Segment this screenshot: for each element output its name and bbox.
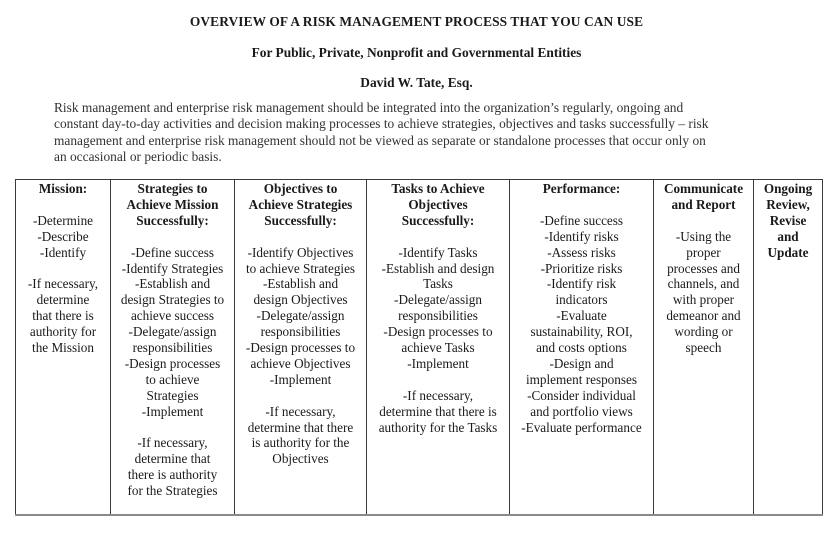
spacer <box>18 261 108 277</box>
list-item: with proper <box>672 292 735 308</box>
list-item: authority for <box>29 324 97 340</box>
list-item: -Design processes to <box>383 324 493 340</box>
spacer <box>113 420 232 436</box>
column-tasks <box>367 180 510 516</box>
list-item: to achieve <box>145 371 200 387</box>
list-item: processes and <box>667 260 740 276</box>
list-item: channels, and <box>667 276 740 292</box>
column-header-line: and <box>777 228 799 244</box>
list-item: -Identify Strategies <box>121 260 224 276</box>
spacer <box>237 229 364 245</box>
list-item: -Design and <box>549 355 614 371</box>
list-item: and costs options <box>536 340 627 356</box>
list-item: sustainability, ROI, <box>530 324 633 340</box>
list-item: -Design processes to <box>245 340 356 356</box>
column-header-line: Achieve Strategies <box>248 196 353 212</box>
list-item: -If necessary, <box>27 276 99 292</box>
list-item: speech <box>685 340 722 356</box>
list-item: implement responses <box>526 371 637 387</box>
column-header-line: Ongoing <box>763 181 813 196</box>
list-item: authority for the Tasks <box>378 419 498 435</box>
column-header-line: Update <box>767 244 809 260</box>
spacer <box>656 213 751 229</box>
list-item: determine <box>36 292 90 308</box>
intro-paragraph <box>54 100 754 166</box>
list-item: Strategies <box>146 387 199 403</box>
list-item: responsibilities <box>260 324 341 340</box>
list-item: -Establish and design <box>381 260 495 276</box>
spacer <box>237 388 364 404</box>
column-header-line: Mission: <box>38 181 88 196</box>
column-header-line: and Report <box>671 196 736 212</box>
column-header-line: Achieve Mission <box>126 196 219 212</box>
list-item: -Identify <box>39 244 87 260</box>
list-item: demeanor and <box>666 308 741 324</box>
list-item: design Strategies to <box>120 292 225 308</box>
document-subtitle: For Public, Private, Nonprofit and Governmental Entities <box>251 45 582 60</box>
list-item: to achieve Strategies <box>245 260 356 276</box>
column-header-line: Objectives to <box>263 181 338 196</box>
list-item: -Identify risks <box>544 228 619 244</box>
list-item: determine that <box>134 451 211 467</box>
column-header-line: Strategies to <box>137 181 208 196</box>
list-item: -Consider individual <box>527 387 636 403</box>
column-header-line: Objectives <box>408 196 468 212</box>
list-item: -If necessary, <box>137 435 208 451</box>
list-item: -If necessary, <box>265 403 336 419</box>
column-communicate <box>654 180 754 516</box>
spacer <box>18 197 108 213</box>
list-item: and portfolio views <box>530 403 633 419</box>
list-item: achieve Objectives <box>250 355 351 371</box>
list-item: -Delegate/assign <box>128 324 217 340</box>
list-item: -Describe <box>37 228 89 244</box>
list-item: -Establish and <box>262 276 339 292</box>
list-item: -If necessary, <box>402 387 474 403</box>
list-item: -Delegate/assign <box>256 308 345 324</box>
list-item: -Define success <box>130 244 215 260</box>
spacer <box>512 197 651 213</box>
column-header-line: Successfully: <box>401 212 475 228</box>
list-item: -Implement <box>269 371 332 387</box>
list-item: responsibilities <box>132 340 213 356</box>
list-item: responsibilities <box>398 308 478 324</box>
list-item: -Design processes <box>124 355 221 371</box>
list-item: there is authority <box>127 467 218 483</box>
list-item: -Determine <box>32 212 94 228</box>
column-ongoing-review <box>754 180 823 516</box>
list-item: design Objectives <box>253 292 348 308</box>
list-item: -Identify Objectives <box>247 244 354 260</box>
risk-process-table <box>15 179 823 516</box>
list-item: indicators <box>555 292 608 308</box>
list-item: -Implement <box>407 355 469 371</box>
list-item: the Mission <box>32 340 94 356</box>
column-objectives <box>235 180 367 516</box>
list-item: -Implement <box>141 403 204 419</box>
list-item: for the Strategies <box>127 483 218 499</box>
intro-line: Risk management and enterprise risk management should be integrated into the organization’s regularly, ongoing and <box>54 100 684 115</box>
intro-line: constant day-to-day activities and decision making processes to achieve strategies, objectives and tasks successfully – risk <box>54 116 709 132</box>
list-item: -Identify Tasks <box>398 244 478 260</box>
list-item: -Establish and <box>134 276 211 292</box>
column-header-line: Communicate <box>663 181 744 196</box>
list-item: achieve success <box>130 308 215 324</box>
column-header-line: Successfully: <box>264 212 337 228</box>
list-item: achieve Tasks <box>401 340 475 356</box>
list-item: -Assess risks <box>547 244 616 260</box>
list-item: determine that there is <box>379 403 497 419</box>
list-item: that there is <box>32 308 94 324</box>
intro-line: an occasional or periodic basis. <box>54 149 222 165</box>
column-header-line: Revise <box>769 212 807 228</box>
table-row <box>16 180 823 516</box>
list-item: is authority for the <box>251 435 350 451</box>
column-header-line: Review, <box>766 196 810 212</box>
column-strategies <box>111 180 235 516</box>
column-mission <box>16 180 111 516</box>
document-author: David W. Tate, Esq. <box>360 75 473 90</box>
spacer <box>113 229 232 245</box>
list-item: -Delegate/assign <box>394 292 482 308</box>
list-item: -Evaluate performance <box>521 419 642 435</box>
list-item: Tasks <box>423 276 453 292</box>
column-header-line: Successfully: <box>136 212 209 228</box>
list-item: -Define success <box>539 212 624 228</box>
spacer <box>369 372 507 388</box>
list-item: wording or <box>674 324 733 340</box>
column-header-line: Tasks to Achieve <box>391 181 485 196</box>
list-item: -Using the <box>675 228 732 244</box>
intro-line: management and enterprise risk management should not be viewed as separate or standalone processes that occur only on <box>54 132 706 148</box>
column-header-line: Performance: <box>542 181 621 196</box>
list-item: determine that there <box>247 419 354 435</box>
list-item: proper <box>686 244 721 260</box>
list-item: -Prioritize risks <box>540 260 623 276</box>
document-title: OVERVIEW OF A RISK MANAGEMENT PROCESS THAT YOU CAN USE <box>189 14 644 29</box>
list-item: -Evaluate <box>556 308 607 324</box>
column-performance <box>510 180 654 516</box>
spacer <box>369 229 507 245</box>
list-item: -Identify risk <box>546 276 617 292</box>
list-item: Objectives <box>272 451 329 467</box>
